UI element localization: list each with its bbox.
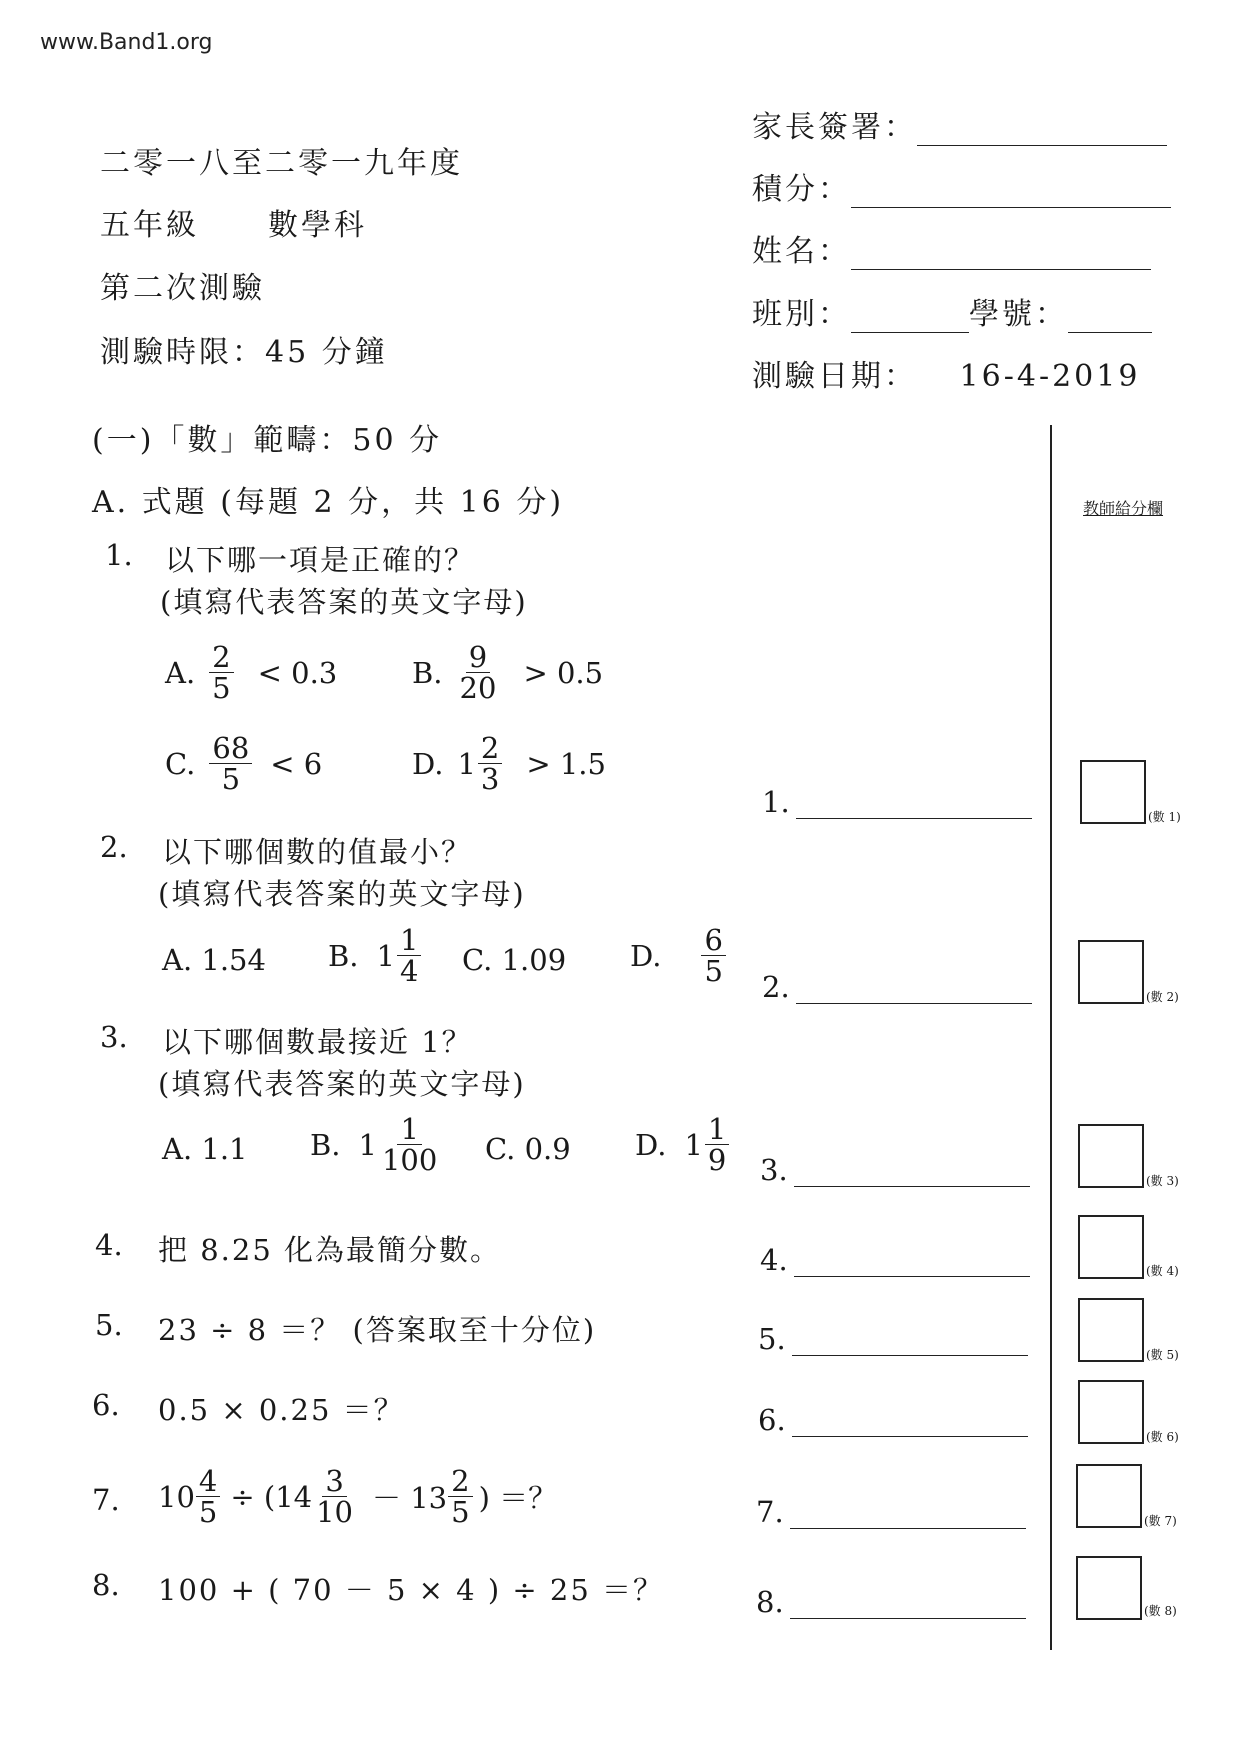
q3-hint: (填寫代表答案的英文字母) <box>158 1067 526 1101</box>
test-name: 第二次測驗 <box>100 271 265 306</box>
test-date <box>752 351 1140 395</box>
q6-number: 6. <box>92 1388 120 1422</box>
q8-text: 100 + ( 70 － 5 × 4 ) ÷ 25 ＝？ <box>158 1573 664 1607</box>
q1-option-d: D. 1 $\frac{2}{3}$ > 1.5 <box>412 731 606 797</box>
score-box-label-6: (數 6) <box>1146 1430 1179 1444</box>
parent-signature-label: 家長簽署： <box>752 110 917 145</box>
answer-5[interactable]: 5. <box>758 1322 1028 1356</box>
q4-text: 把 8.25 化為最簡分數。 <box>158 1233 502 1267</box>
score-box-2[interactable] <box>1078 940 1144 1004</box>
q1-option-a: A. $\frac{2}{5}$ < 0.3 <box>165 640 338 706</box>
answer-1[interactable]: 1. <box>762 785 1032 819</box>
q2-option-b: B. 1 $\frac{1}{4}$ <box>328 925 425 987</box>
q3-option-b: B. 1 $\frac{1}{100}$ <box>310 1112 438 1178</box>
q3-option-a: A. 1.1 <box>162 1132 248 1166</box>
score-box-8[interactable] <box>1076 1556 1142 1620</box>
q7-number: 7. <box>92 1483 120 1517</box>
q2-hint: (填寫代表答案的英文字母) <box>158 877 526 911</box>
watermark: www.Band1.org <box>40 30 213 55</box>
q1-option-c: C. $\frac{68}{5}$ < 6 <box>165 731 323 797</box>
q7-expression: 10 $\frac{4}{5}$ ÷ (14 $\frac{3}{10}$ － 13 $\frac{2}{5}$ ) ＝？ <box>158 1464 558 1530</box>
score-box-label-8: (數 8) <box>1144 1604 1177 1618</box>
q3-text: 以下哪個數最接近 1？ <box>162 1025 473 1059</box>
score-box-label-1: (數 1) <box>1148 810 1181 824</box>
q2-text: 以下哪個數的值最小？ <box>162 835 473 869</box>
date-value: 16-4-2019 <box>959 359 1141 394</box>
q8-number: 8. <box>92 1568 120 1602</box>
q3-option-c: C. 0.9 <box>485 1132 571 1166</box>
grade: 五年級 <box>100 208 199 243</box>
name-field[interactable] <box>752 226 1151 270</box>
student-no-label: 學號： <box>969 297 1068 332</box>
score-box-1[interactable] <box>1080 760 1146 824</box>
teacher-score-column: 教師給分欄 <box>1083 499 1164 518</box>
score-box-label-5: (數 5) <box>1146 1348 1179 1362</box>
answer-3[interactable]: 3. <box>760 1153 1030 1187</box>
q5-text: 23 ÷ 8 ＝？ (答案取至十分位) <box>158 1313 597 1347</box>
q2-option-a: A. 1.54 <box>162 943 266 977</box>
answer-2[interactable]: 2. <box>762 970 1032 1004</box>
q2-number: 2. <box>100 830 128 864</box>
q6-text: 0.5 × 0.25 ＝？ <box>158 1393 405 1427</box>
score-box-6[interactable] <box>1078 1380 1144 1444</box>
score-box-3[interactable] <box>1078 1124 1144 1188</box>
q4-number: 4. <box>95 1228 123 1262</box>
q3-option-d: D. 1 $\frac{1}{9}$ <box>635 1114 733 1176</box>
school-year: 二零一八至二零一九年度 <box>100 146 463 181</box>
answer-7[interactable]: 7. <box>756 1495 1026 1529</box>
name-label: 姓名： <box>752 234 851 269</box>
score-field[interactable] <box>752 164 1171 208</box>
q1-number: 1. <box>105 538 133 572</box>
score-box-label-3: (數 3) <box>1146 1174 1179 1188</box>
parent-signature-field[interactable] <box>752 102 1167 146</box>
score-box-7[interactable] <box>1076 1464 1142 1528</box>
score-box-label-7: (數 7) <box>1144 1514 1177 1528</box>
divider-line <box>1050 425 1052 1650</box>
class-number-field[interactable] <box>752 289 1152 333</box>
subject: 數學科 <box>268 208 367 243</box>
score-label: 積分： <box>752 172 851 207</box>
part-a-title: A. 式題 (每題 2 分，共 16 分) <box>92 485 565 520</box>
q5-number: 5. <box>95 1308 123 1342</box>
section-title: (一)「數」範疇：50 分 <box>92 423 443 458</box>
q2-option-d: D. $\frac{6}{5}$ <box>630 925 730 987</box>
score-box-label-2: (數 2) <box>1146 990 1179 1004</box>
class-label: 班別： <box>752 297 851 332</box>
answer-8[interactable]: 8. <box>756 1585 1026 1619</box>
q1-text: 以下哪一項是正確的？ <box>165 543 476 577</box>
time-limit: 測驗時限：45 分鐘 <box>100 335 388 370</box>
date-label: 測驗日期： <box>752 359 917 394</box>
score-box-label-4: (數 4) <box>1146 1264 1179 1278</box>
score-box-4[interactable] <box>1078 1215 1144 1279</box>
answer-4[interactable]: 4. <box>760 1243 1030 1277</box>
q1-option-b: B. $\frac{9}{20}$ > 0.5 <box>412 640 604 706</box>
q1-hint: (填寫代表答案的英文字母) <box>160 585 528 619</box>
answer-6[interactable]: 6. <box>758 1403 1028 1437</box>
q3-number: 3. <box>100 1020 128 1054</box>
q2-option-c: C. 1.09 <box>462 943 567 977</box>
score-box-5[interactable] <box>1078 1298 1144 1362</box>
